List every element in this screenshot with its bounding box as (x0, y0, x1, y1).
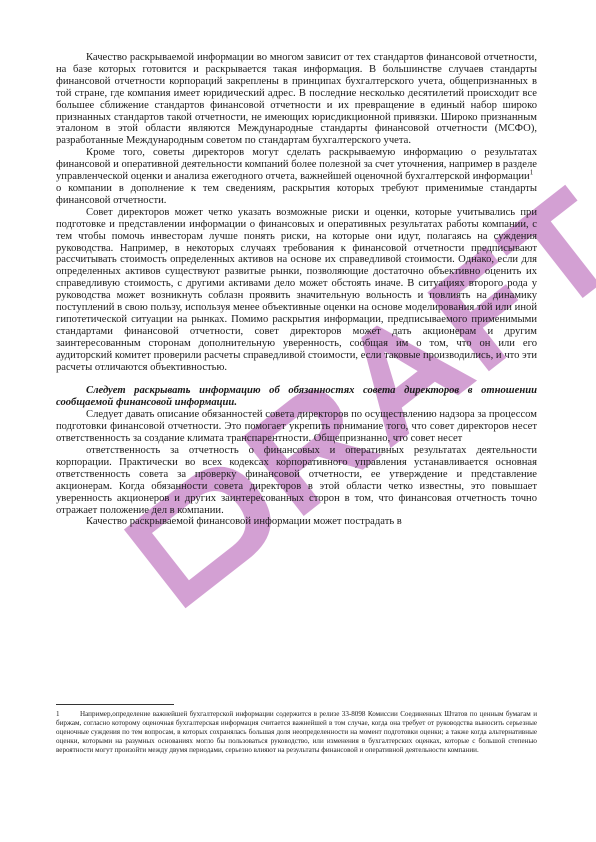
section-heading-board-duties: Следует раскрывать информацию об обязанностях совета директоров в отношении сообщаемой финансовой информации. (56, 385, 537, 409)
paragraph-board-disclosure-text: Кроме того, советы директоров могут сделать раскрываемую информацию о результатах финансовой и оперативной деятельности компаний более полезной за счет уточнения, например в разделе управленческой оценки и анализа ежегодного отчета, важнейшей оценочной бухгалтерской информации (56, 147, 537, 183)
paragraph-board-responsibility: ответственность за отчетность о финансовых и оперативных результатах деятельности корпорации. Практически во всех кодексах корпоративного управления устанавливается основная ответственность совета за проверку финансовой отчетности, ее утверждение и представление акционерам. Когда обязанности совета директоров в этой области четко известны, это повышает уверенность акционеров и других заинтересованных сторон в том, что финансовая отчетность точно отражает положение дел в компании. (56, 445, 537, 516)
paragraph-msfo-standards: Качество раскрываемой информации во многом зависит от тех стандартов финансовой отчетности, на базе которых готовится и раскрывается такая информация. В большинстве случаев стандарты финансовой отчетности корпораций закреплены в принципах бухгалтерского учета, общепризнанных в той стране, где компания имеет юридический адрес. В последние несколько десятилетий происходит все большее сближение стандартов финансовой отчетности и их превращение в единый набор широко признанных стандартов такой отчетности, не имеющих юрисдикционной привязки. Широко признанным эталоном в этой области являются Международные стандарты финансовой отчетности (МСФО), разработанные Международным советом по стандартам бухгалтерского учета. (56, 52, 537, 147)
paragraph-board-disclosure (56, 147, 537, 183)
paragraph-quality-start: Качество раскрываемой финансовой информации может пострадать в (86, 516, 402, 528)
paragraph-risk-assessment: Совет директоров может четко указать возможные риски и оценки, которые учитывались при подготовке и представлении информации о финансовых и оперативных результатах работы компании, с тем чтобы помочь инвесторам лучше понять риски, на которые они идут, полагаясь на суждения руководства. Например, в некоторых случаях требования к финансовой отчетности предписывают рассчитывать стоимость определенных активов на основе их справедливой стоимости. Однако, если для определенных активов существуют развитые рынки, позволяющие достаточно объективно оценить их справедливую стоимость, с другими активами дело может обстоять иначе. В ситуациях второго рода у руководства может возникнуть соблазн проявить значительную вольность и повлиять на динамику поступлений в свою пользу, используя менее объективные оценки на основе моделирования той или иной гипотетической ситуации на рынках. Помимо раскрытия информации, предписываемого применимыми стандартами финансовой отчетности, совет директоров может дать акционерам и другим заинтересованным сторонам дополнительную уверенность, сообщая им о том, что он или его аудиторский комитет проверили расчеты справедливой стоимости, если таковые производились, и что эти расчеты отличаются объективностью. (56, 206, 537, 373)
document-body (56, 52, 537, 528)
footnote-reference[interactable]: 1 (529, 168, 534, 177)
footnote-separator (56, 704, 174, 705)
footnote (56, 710, 537, 755)
footnote-text: Например,определение важнейшей бухгалтерской информации содержится в релизе 33-8098 Комиссии Соединенных Штатов по ценным бумагам и биржам, согласно которому оценочная бухгалтерская информация считается важнейшей в том случае, когда она требует от руководства выносить серьезные оценочные суждения по тем вопросам, в которых сохранялась большая доля неопределенности на момент подготовки оценки; а также когда альтернативные оценки, которыми на разумных основаниях могло бы пользоваться руководство, или изменения в бухгалтерских оценках, которые с большой степенью вероятности могут произойти между двумя периодами, серьезно влияют на результаты финансовой и оперативной деятельности компании. (56, 710, 537, 754)
footnote-number: 1 (56, 710, 60, 718)
paragraph-oversight-description: Следует давать описание обязанностей совета директоров по осуществлению надзора за процессом подготовки финансовой отчетности. Это помогает укрепить понимание того, что совет директоров несет ответственность за создание климата транспарентности. Общепризнанно, что совет несет (56, 409, 537, 445)
paragraph-board-disclosure-continued: о компании в дополнение к тем сведениям, раскрытия которых требуют применимые стандарты финансовой отчетности. (56, 182, 537, 206)
